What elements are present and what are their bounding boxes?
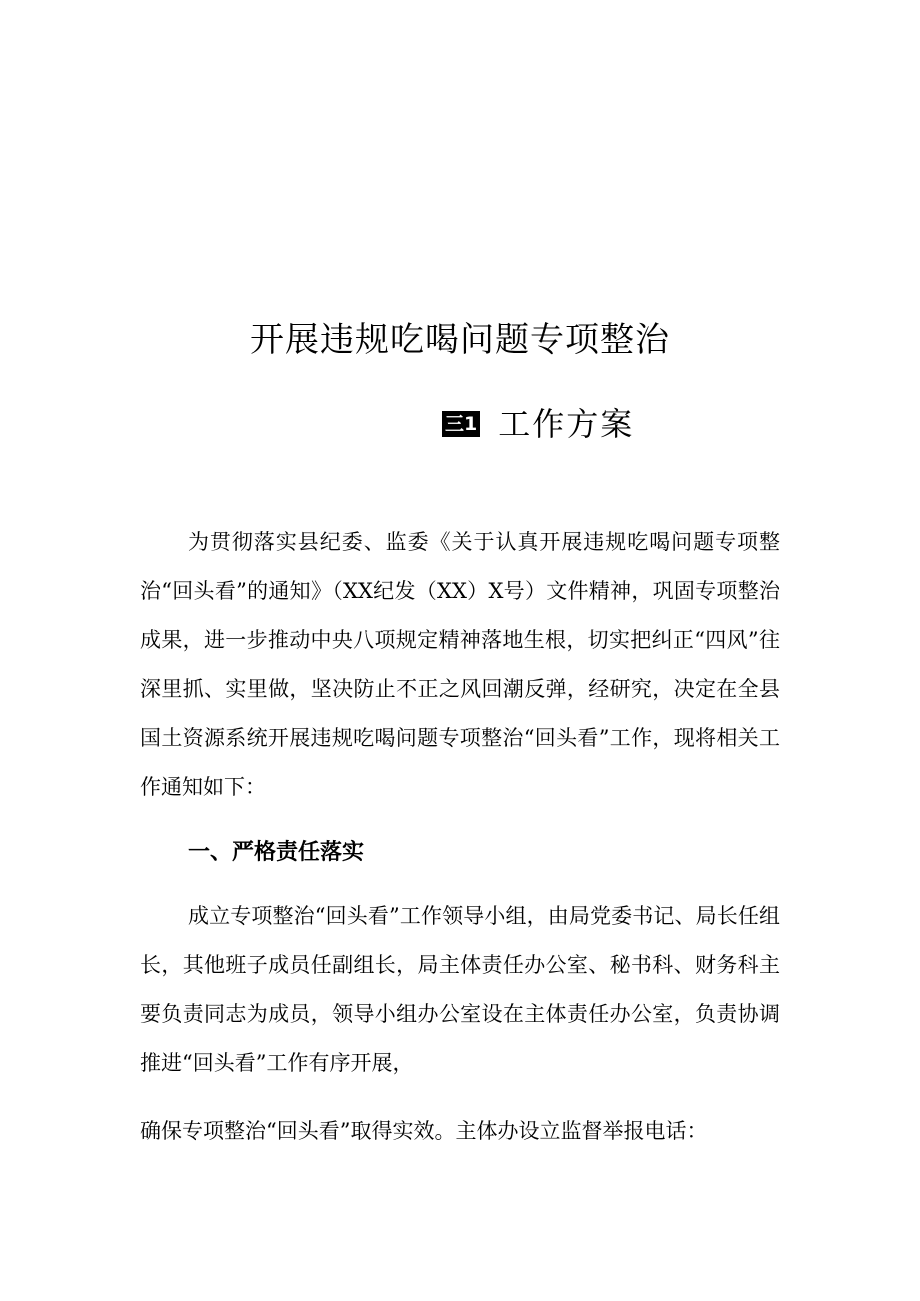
title-subtitle: 工作方案 (498, 405, 635, 443)
document-title-line1: 开展违规吃喝问题专项整治 (250, 320, 670, 360)
section-heading-1: 一、严格责任落实 (188, 840, 365, 865)
title-badge: 三1 (442, 411, 480, 437)
document-title-line2 (442, 402, 634, 446)
section1-paragraph-continued: 确保专项整治“回头看”取得实效。主体办设立监督举报电话： (140, 1119, 708, 1143)
intro-paragraph: 为贯彻落实县纪委、监委《关于认真开展违规吃喝问题专项整治“回头看”的通知》（XX纪发（XX）X号）文件精神，巩固专项整治成果，进一步推动中央八项规定精神落地生根，切实把纠正“四风”往深里抓、实里做，坚决防止不正之风回潮反弹，经研究，决定在全县国土资源系统开展违规吃喝问题专项整治“回头看”工作，现将相关工作通知如下： (140, 530, 780, 799)
section1-paragraph: 成立专项整治“回头看”工作领导小组，由局党委书记、局长任组长，其他班子成员任副组长，局主体责任办公室、秘书科、财务科主要负责同志为成员，领导小组办公室设在主体责任办公室，负责协调推进“回头看”工作有序开展， (140, 904, 780, 1075)
